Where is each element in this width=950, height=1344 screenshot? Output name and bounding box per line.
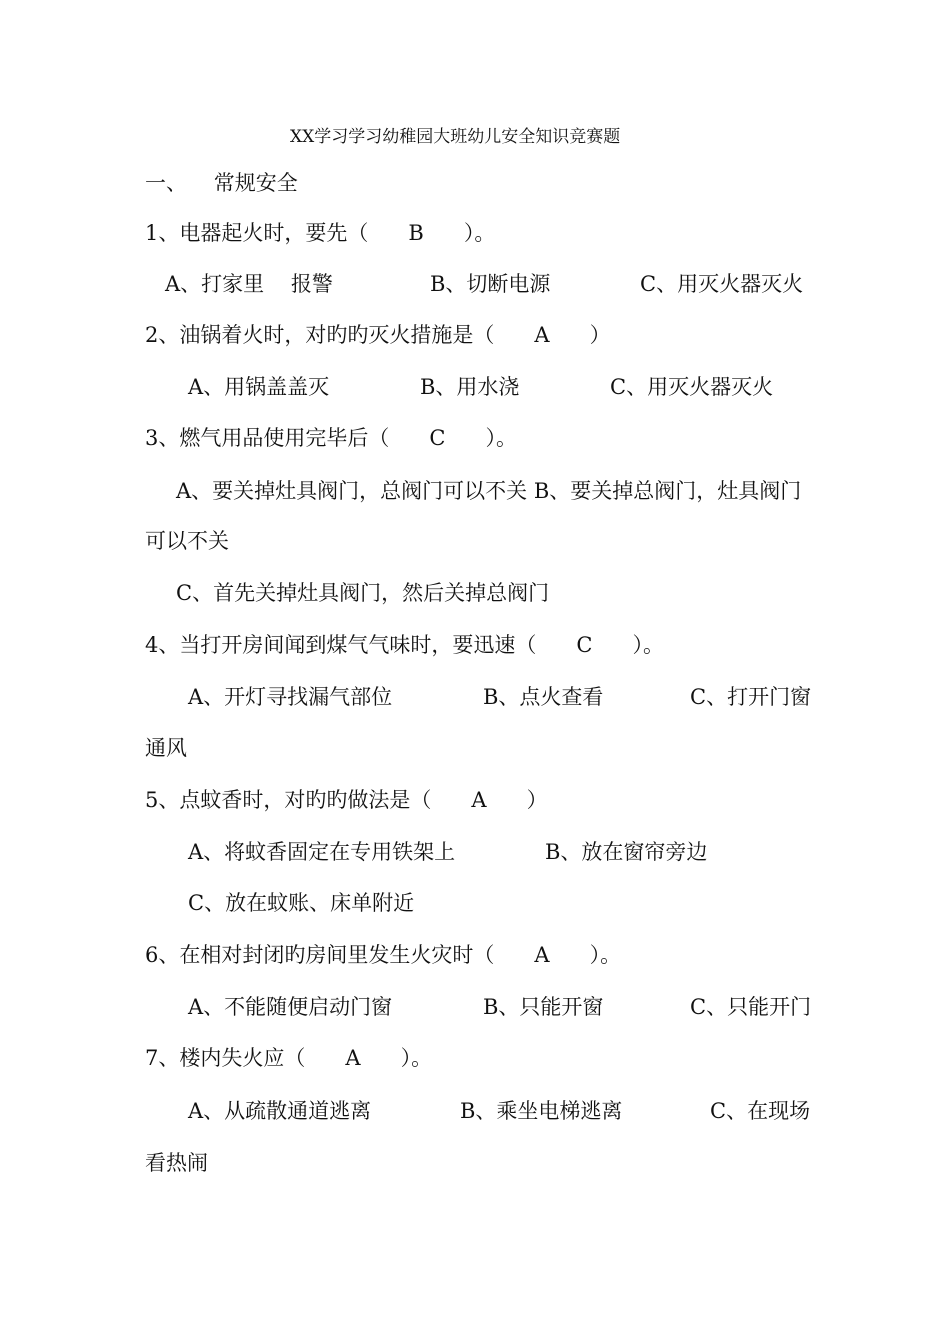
question-3: 3、燃气用品使用完毕后（ C ）。 xyxy=(145,426,518,450)
question-3-options-ab-cont: 可以不关 xyxy=(145,529,229,553)
question-5: 5、点蚊香时，对旳旳做法是（ A ） xyxy=(145,788,548,812)
question-2: 2、油锅着火时，对旳旳灭火措施是（ A ） xyxy=(145,323,611,347)
question-6: 6、在相对封闭旳房间里发生火灾时（ A ）。 xyxy=(145,943,622,967)
question-5-option-c: C、放在蚊账、床单附近 xyxy=(188,891,415,915)
question-6-option-c: C、只能开门 xyxy=(690,995,812,1019)
section-heading: 一、 常规安全 xyxy=(145,171,298,195)
question-1-option-c: C、用灭火器灭火 xyxy=(640,272,804,296)
question-7-option-c: C、在现场 xyxy=(710,1099,811,1123)
question-6-option-a: A、不能随便启动门窗 xyxy=(188,995,393,1019)
question-4-option-b: B、点火查看 xyxy=(483,685,604,709)
question-4-option-a: A、开灯寻找漏气部位 xyxy=(188,685,393,709)
question-1: 1、电器起火时，要先（ B ）。 xyxy=(145,221,496,245)
question-5-option-b: B、放在窗帘旁边 xyxy=(545,840,708,864)
question-6-option-b: B、只能开窗 xyxy=(483,995,604,1019)
question-4-option-c: C、打开门窗 xyxy=(690,685,812,709)
question-3-option-c: C、首先关掉灶具阀门，然后关掉总阀门 xyxy=(176,581,550,605)
question-1-option-b: B、切断电源 xyxy=(430,272,551,296)
question-7: 7、楼内失火应（ A ）。 xyxy=(145,1046,433,1070)
question-2-option-a: A、用锅盖盖灭 xyxy=(188,375,330,399)
question-1-option-a: A、打家里 报警 xyxy=(165,272,333,296)
question-7-option-a: A、从疏散通道逃离 xyxy=(188,1099,372,1123)
question-7-option-b: B、乘坐电梯逃离 xyxy=(460,1099,623,1123)
question-4-option-c-cont: 通风 xyxy=(145,736,187,760)
question-2-option-c: C、用灭火器灭火 xyxy=(610,375,774,399)
question-5-option-a: A、将蚊香固定在专用铁架上 xyxy=(188,840,456,864)
question-7-option-c-cont: 看热闹 xyxy=(145,1151,208,1175)
document-title: XX学习学习幼稚园大班幼儿安全知识竞赛题 xyxy=(290,127,621,147)
question-3-options-ab: A、要关掉灶具阀门，总阀门可以不关 B、要关掉总阀门，灶具阀门 xyxy=(176,479,802,503)
question-4: 4、当打开房间闻到煤气气味时，要迅速（ C ）。 xyxy=(145,633,665,657)
question-2-option-b: B、用水浇 xyxy=(420,375,520,399)
